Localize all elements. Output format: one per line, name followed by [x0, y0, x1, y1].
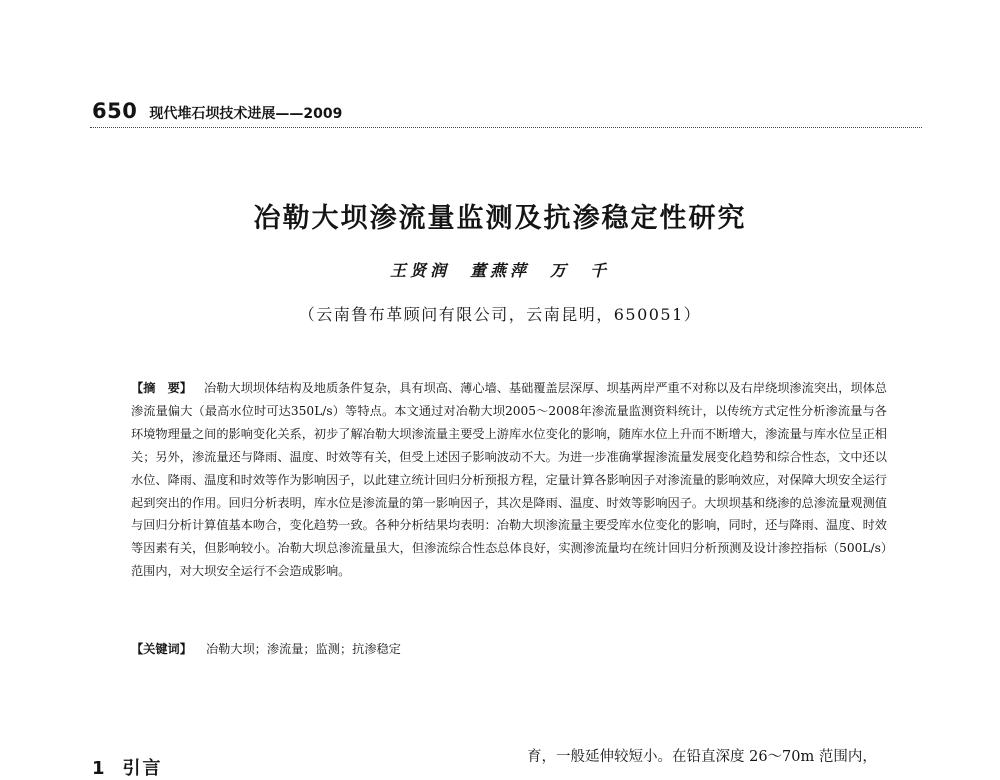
section-title: 引言 — [122, 758, 163, 779]
header-divider — [90, 127, 922, 128]
affiliation: （云南鲁布革顾问有限公司，云南昆明，650051） — [298, 305, 702, 324]
keywords-label: 【关键词】 — [131, 642, 192, 656]
journal-title: 现代堆石坝技术进展——2009 — [149, 106, 343, 122]
keywords — [131, 640, 401, 657]
section-heading — [92, 754, 163, 780]
right-column-text: 育，一般延伸较短小。在铅直深度 26～70m 范围内， — [527, 749, 877, 765]
page-number: 650 — [92, 99, 138, 123]
running-header — [92, 99, 342, 123]
abstract-label: 【摘 要】 — [131, 381, 192, 395]
abstract-text: 冶勒大坝坝体结构及地质条件复杂，具有坝高、薄心墙、基础覆盖层深厚、坝基两岸严重不对称以及右岸绕坝渗流突出，坝体总渗流量偏大（最高水位时可达350L/s）等特点。本文通过对冶勒大坝2005～2008年渗流量监测资料统计，以传统方式定性分析渗流量与各环境物理量之间的影响变化关系，初步了解冶勒大坝渗流量主要受上游库水位变化的影响，随库水位上升而不断增大，渗流量与库水位呈正相关；另外，渗流量还与降雨、温度、时效等有关，但受上述因子影响波动不大。为进一步准确掌握渗流量发展变化趋势和综合性态，文中还以水位、降雨、温度和时效等作为影响因子，以此建立统计回归分析预报方程，定量计算各影响因子对渗流量的影响效应，对保障大坝安全运行起到突出的作用。回归分析表明，库水位是渗流量的第一影响因子，其次是降雨、温度、时效等影响因子。大坝坝基和绕渗的总渗流量观测值与回归分析计算值基本吻合，变化趋势一致。各种分析结果均表明：冶勒大坝渗流量主要受库水位变化的影响，同时，还与降雨、温度、时效等因素有关，但影响较小。冶勒大坝总渗流量虽大，但渗流综合性态总体良好，实测渗流量均在统计回归分析预测及设计渗控指标（500L/s）范围内，对大坝安全运行不会造成影响。 — [131, 381, 887, 579]
authors: 王贤润 董燕萍 万 千 — [389, 261, 610, 280]
paper-title: 冶勒大坝渗流量监测及抗渗稳定性研究 — [253, 203, 747, 234]
section-number: 1 — [92, 758, 105, 779]
abstract — [131, 377, 887, 583]
keywords-text: 冶勒大坝；渗流量；监测；抗渗稳定 — [205, 642, 401, 656]
